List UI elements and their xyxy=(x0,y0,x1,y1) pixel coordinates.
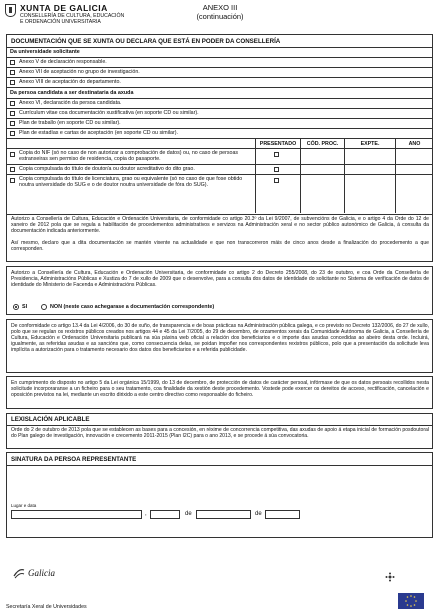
candidate-item-checkbox[interactable] xyxy=(10,121,15,126)
candidate-item-checkbox[interactable] xyxy=(10,131,15,136)
comma-separator: , xyxy=(145,511,147,517)
presented-checkbox[interactable] xyxy=(274,152,279,157)
yes-label: SI xyxy=(22,304,28,310)
document-row-checkbox[interactable] xyxy=(10,167,15,172)
no-label: NON (neste caso achegarase a documentación correspondente) xyxy=(50,304,215,310)
identity-section xyxy=(6,266,433,315)
university-item-checkbox[interactable] xyxy=(10,80,15,85)
document-row-checkbox[interactable] xyxy=(10,178,15,183)
authorization-text: Autorizo a Consellería de Cultura, Educación e Ordenación Universitaria, de conformidade co artigo 20.3º da Lei 9/2007, de subvencións de Galicia, e o artigo 4 da Orde do 12 de xaneiro de 2012 pola que se regula a habilitación de procedementos administrativos e servizos na Administración xeral e no sector público autonómico de Galicia, á consulta da documentación indicada anteriormente. xyxy=(11,216,429,235)
data-protection-text: En cumprimento do disposto no artigo 5 da Lei orgánica 15/1999, do 13 de decembro, de protección de datos de carácter persoal, infórmase de que os datos persoais recollidos nesta solicitude incorporaranse a un ficheiro para o seu tratamento, coa finalidade da xestión deste procedemento. Vostede pode exercer os dereitos de acceso, rectificación, cancelación e oposición previstos na lei, mediante un escrito dirixido a este centro directivo como responsable do ficheiro. xyxy=(11,380,429,399)
galicia-logo-text: Galicia xyxy=(28,568,55,578)
annex-subtitle: (continuación) xyxy=(196,12,244,21)
deco-icon xyxy=(385,569,395,579)
legislation-title: LEXISLACIÓN APLICABLE xyxy=(11,416,90,423)
day-input[interactable] xyxy=(150,510,180,519)
col-proc-code: CÓD. PROC. xyxy=(306,141,339,147)
candidate-item: Plan de estadías e cartas de aceptación (en soporte CD ou similar). xyxy=(19,130,178,136)
radio-dot-icon xyxy=(15,306,17,308)
year-input[interactable] xyxy=(265,510,300,519)
data-protection-section xyxy=(6,376,433,409)
document-row: Copia do NIF (só no caso de non autorizar a comprobación de datos) ou, no caso de persoas estranxeiras sen permiso de residencia, copia do pasaporte. xyxy=(19,150,239,163)
candidate-item: Anexo VI, declaración da persoa candidata. xyxy=(19,100,122,106)
col-file: EXPTE. xyxy=(360,141,380,147)
footer-department: Secretaría Xeral de Universidades xyxy=(6,604,87,610)
university-item: Anexo VII de aceptación no grupo de investigación. xyxy=(19,69,140,75)
legislation-section xyxy=(6,413,433,449)
candidate-item-checkbox[interactable] xyxy=(10,111,15,116)
transparency-text: De conformidade co artigo 13.4 da Lei 4/2006, do 30 de xuño, de transparencia e de boas prácticas na Administración pública galega, e co previsto no Decreto 132/2006, do 27 de xullo, polo que se regulan os rexistros públicos creados nos artigos 44 e 45 da Lei 7/2005, do 29 de decembro, de orzamentos xerais da Comunidade Autónoma de Galicia, a Consellería de Cultura, Educación e Ordenación Universitaria publicará na súa páxina web oficial a relación dos beneficiarios e o importe das axudas concedidas ao abeiro desta orde. Incluirá, igualmente, as referidas axudas e as sancións que, como consecuencia delas, se poidan impoñer nos correspondentes rexistros públicos, polo que a presentación da solicitude leva implícita a autorización para o tratamento necesario dos datos dos beneficiarios e a referida publicidade. xyxy=(11,323,429,354)
candidate-item: Plan de traballo (en soporte CD ou similar). xyxy=(19,120,121,126)
document-row: Copia compulsada do título de doutor/a ou doutor acreditativo do dito grao. xyxy=(19,166,195,172)
identity-text: Autorizo a Consellería de Cultura, Educación e Ordenación Universitaria, de conformidade co artigo 2 do Decreto 255/2008, do 23 de outubro, e coa Orde da Consellería de Presidencia, Administracións Públicas e Xustiza do 7 de xullo de 2009 que o desenvolve, para a consulta dos datos de identidade do solicitante no Sistema de verificación de datos de identidade do Ministerio de Facenda e Administracións Públicas. xyxy=(11,270,429,289)
no-radio[interactable] xyxy=(41,304,47,310)
de-separator: de xyxy=(255,511,262,517)
department-name: CONSELLERÍA DE CULTURA, EDUCACIÓN E ORDENACIÓN UNIVERSITARIA xyxy=(20,13,125,25)
galicia-logo-icon xyxy=(12,566,26,580)
university-item: Anexo V de declaración responsable. xyxy=(19,59,107,65)
presented-checkbox[interactable] xyxy=(274,178,279,183)
declaration-text: Así mesmo, declaro que a dita documentación se mantén vixente na actualidade e que non transcorreron máis de cinco anos desde a finalización do procedemento a que corresponden. xyxy=(11,240,429,253)
signature-title: SINATURA DA PERSOA REPRESENTANTE xyxy=(11,456,137,463)
xunta-shield-icon xyxy=(5,4,16,17)
document-row-checkbox[interactable] xyxy=(10,152,15,157)
signature-section xyxy=(6,452,433,538)
documentation-title: DOCUMENTACIÓN QUE SE XUNTA OU DECLARA QUE ESTÁ EN PODER DA CONSELLERÍA xyxy=(11,38,281,45)
annex-title: ANEXO III xyxy=(202,3,238,12)
eu-flag-icon xyxy=(398,593,424,609)
annex-heading xyxy=(190,3,250,21)
university-item-checkbox[interactable] xyxy=(10,70,15,75)
col-year: ANO xyxy=(408,141,421,147)
place-input[interactable] xyxy=(11,510,142,519)
university-item: Anexo VIII de aceptación do departamento. xyxy=(19,79,121,85)
transparency-section xyxy=(6,319,433,373)
org-name: XUNTA DE GALICIA xyxy=(20,3,108,13)
yes-radio[interactable] xyxy=(13,304,19,310)
candidate-item: Currículum vitae coa documentación xustificativa (en soporte CD ou similar). xyxy=(19,110,199,116)
document-row: Copia compulsada do título de licenciatura, grao ou equivalente (só no caso de que fose obtido noutra universidade do SUG e o de doutor noutra universidade de fóra do SUG). xyxy=(19,176,243,189)
university-header: Da universidade solicitante xyxy=(10,49,80,55)
col-presented: PRESENTADO xyxy=(259,141,297,147)
place-date-label: Lugar e data xyxy=(11,503,37,508)
documentation-section xyxy=(6,34,433,262)
de-separator: de xyxy=(185,511,192,517)
candidate-header: Da persoa candidata a ser destinataria da axuda xyxy=(10,90,134,96)
month-input[interactable] xyxy=(196,510,251,519)
university-item-checkbox[interactable] xyxy=(10,60,15,65)
candidate-item-checkbox[interactable] xyxy=(10,101,15,106)
legislation-text: Orde do 2 de outubro de 2013 pola que se establecen as bases para a concesión, en réxime de concorrencia competitiva, das axudas de apoio á etapa inicial de formación posdoutoral do Plan galego de investigación, innovación e crecemento 2011-2015 (Plan I2C) para o ano 2013, e se procede á súa convocatoria. xyxy=(11,427,429,440)
presented-checkbox[interactable] xyxy=(274,167,279,172)
